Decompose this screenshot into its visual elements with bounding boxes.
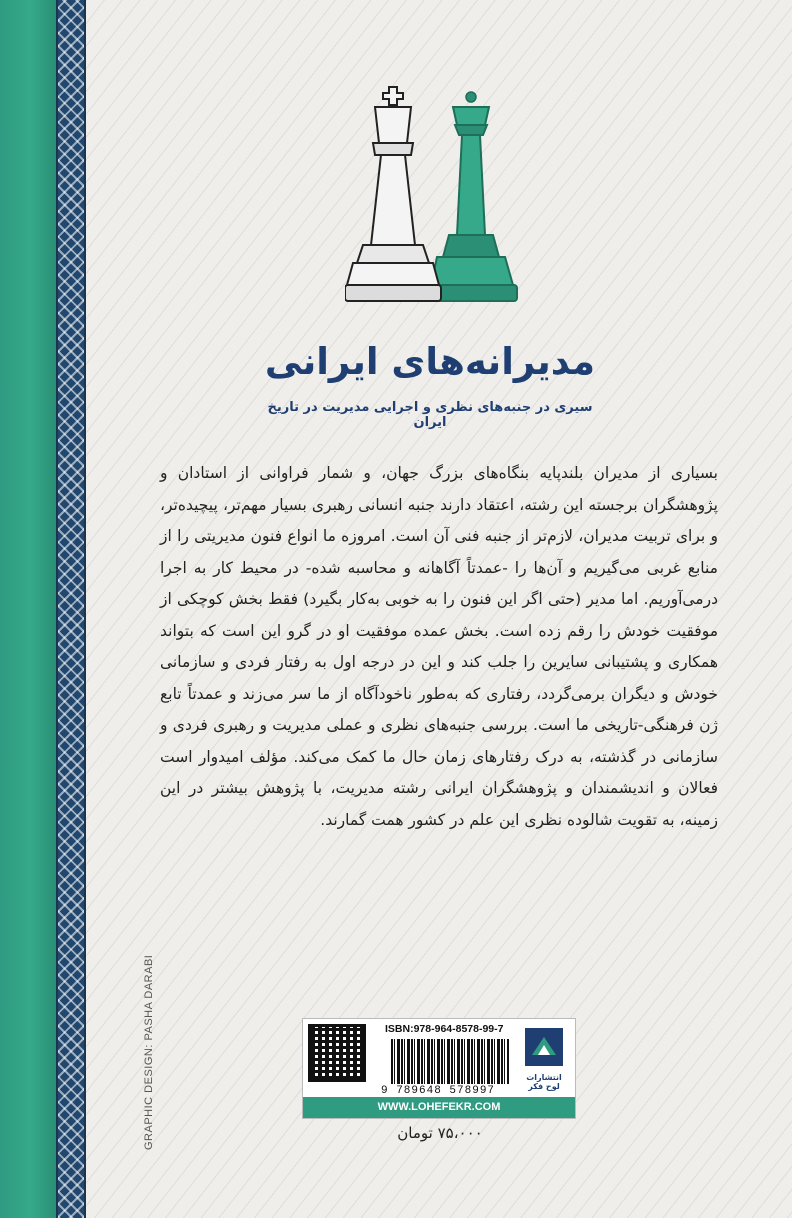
barcode-panel <box>302 1018 576 1119</box>
chess-pieces-illustration <box>345 85 545 310</box>
ornamental-border <box>56 0 86 1218</box>
qr-code-icon <box>311 1027 363 1079</box>
spine-green-strip <box>0 0 56 1218</box>
barcode-number: 9 789648 578997 <box>381 1085 496 1097</box>
blurb-text: بسیاری از مدیران بلندپایه بنگاه‌های بزرگ جهان، و شمار فراوانی از استادان و پژوهشگران برجسته این رشته، اعتقاد دارند جنبه انسانی رهبری بسیار مهم‌تر، پیچیده‌تر، و برای تربیت مدیران، لازم‌تر از جنبه فنی آن است. امروزه ما انواع فنون مدیریتی را از منابع غربی می‌گیریم و آن‌ها را -عمدتاً آگاهانه و محاسبه شده- در محیط کار به اجرا درمی‌آوریم. اما مدیر (حتی اگر این فنون را به خوبی به‌کار بگیرد) فقط بخش کوچکی از موفقیت خودش را رقم زده است. بخش عمده موفقیت او در گرو این است که بتواند همکاری و پشتیبانی سایرین را جلب کند و این در درجه اول به رفتار فردی و سازمانی خودش و دیگران برمی‌گردد، رفتاری که به‌طور ناخودآگاه از ما سر می‌زند و عمدتاً تابع ژن فرهنگی-تاریخی ما است. بررسی جنبه‌های نظری و عملی مدیریت و رهبری فردی و سازمانی در گذشته، به درک رفتارهای زمان حال ما کمک می‌کند. مؤلف امیدوار است فعالان و اندیشمندان و پژوهشگران ایرانی رشته مدیریت، با پژوهش بیشتر در این زمینه، به تقویت شالوده نظری این علم در کشور همت گمارند. <box>160 464 718 829</box>
designer-credit: GRAPHIC DESIGN: PASHA DARABI <box>143 954 155 1150</box>
book-title: مدیرانه‌های ایرانی <box>264 340 596 383</box>
price-label: ۷۵،۰۰۰ تومان <box>397 1124 483 1142</box>
isbn-text: ISBN:978-964-8578-99-7 <box>385 1023 504 1035</box>
book-subtitle: سیری در جنبه‌های نظری و اجرایی مدیریت در تاریخ ایران <box>267 400 593 430</box>
barcode-bars <box>391 1039 509 1084</box>
green-queen-icon <box>429 92 517 301</box>
publisher-website: WWW.LOHEFEKR.COM <box>303 1097 575 1118</box>
publisher-logo <box>519 1027 569 1091</box>
white-king-icon <box>345 87 441 301</box>
publisher-name: انتشارات لوح فکر <box>526 1073 562 1091</box>
publisher-logo-icon <box>524 1027 564 1067</box>
